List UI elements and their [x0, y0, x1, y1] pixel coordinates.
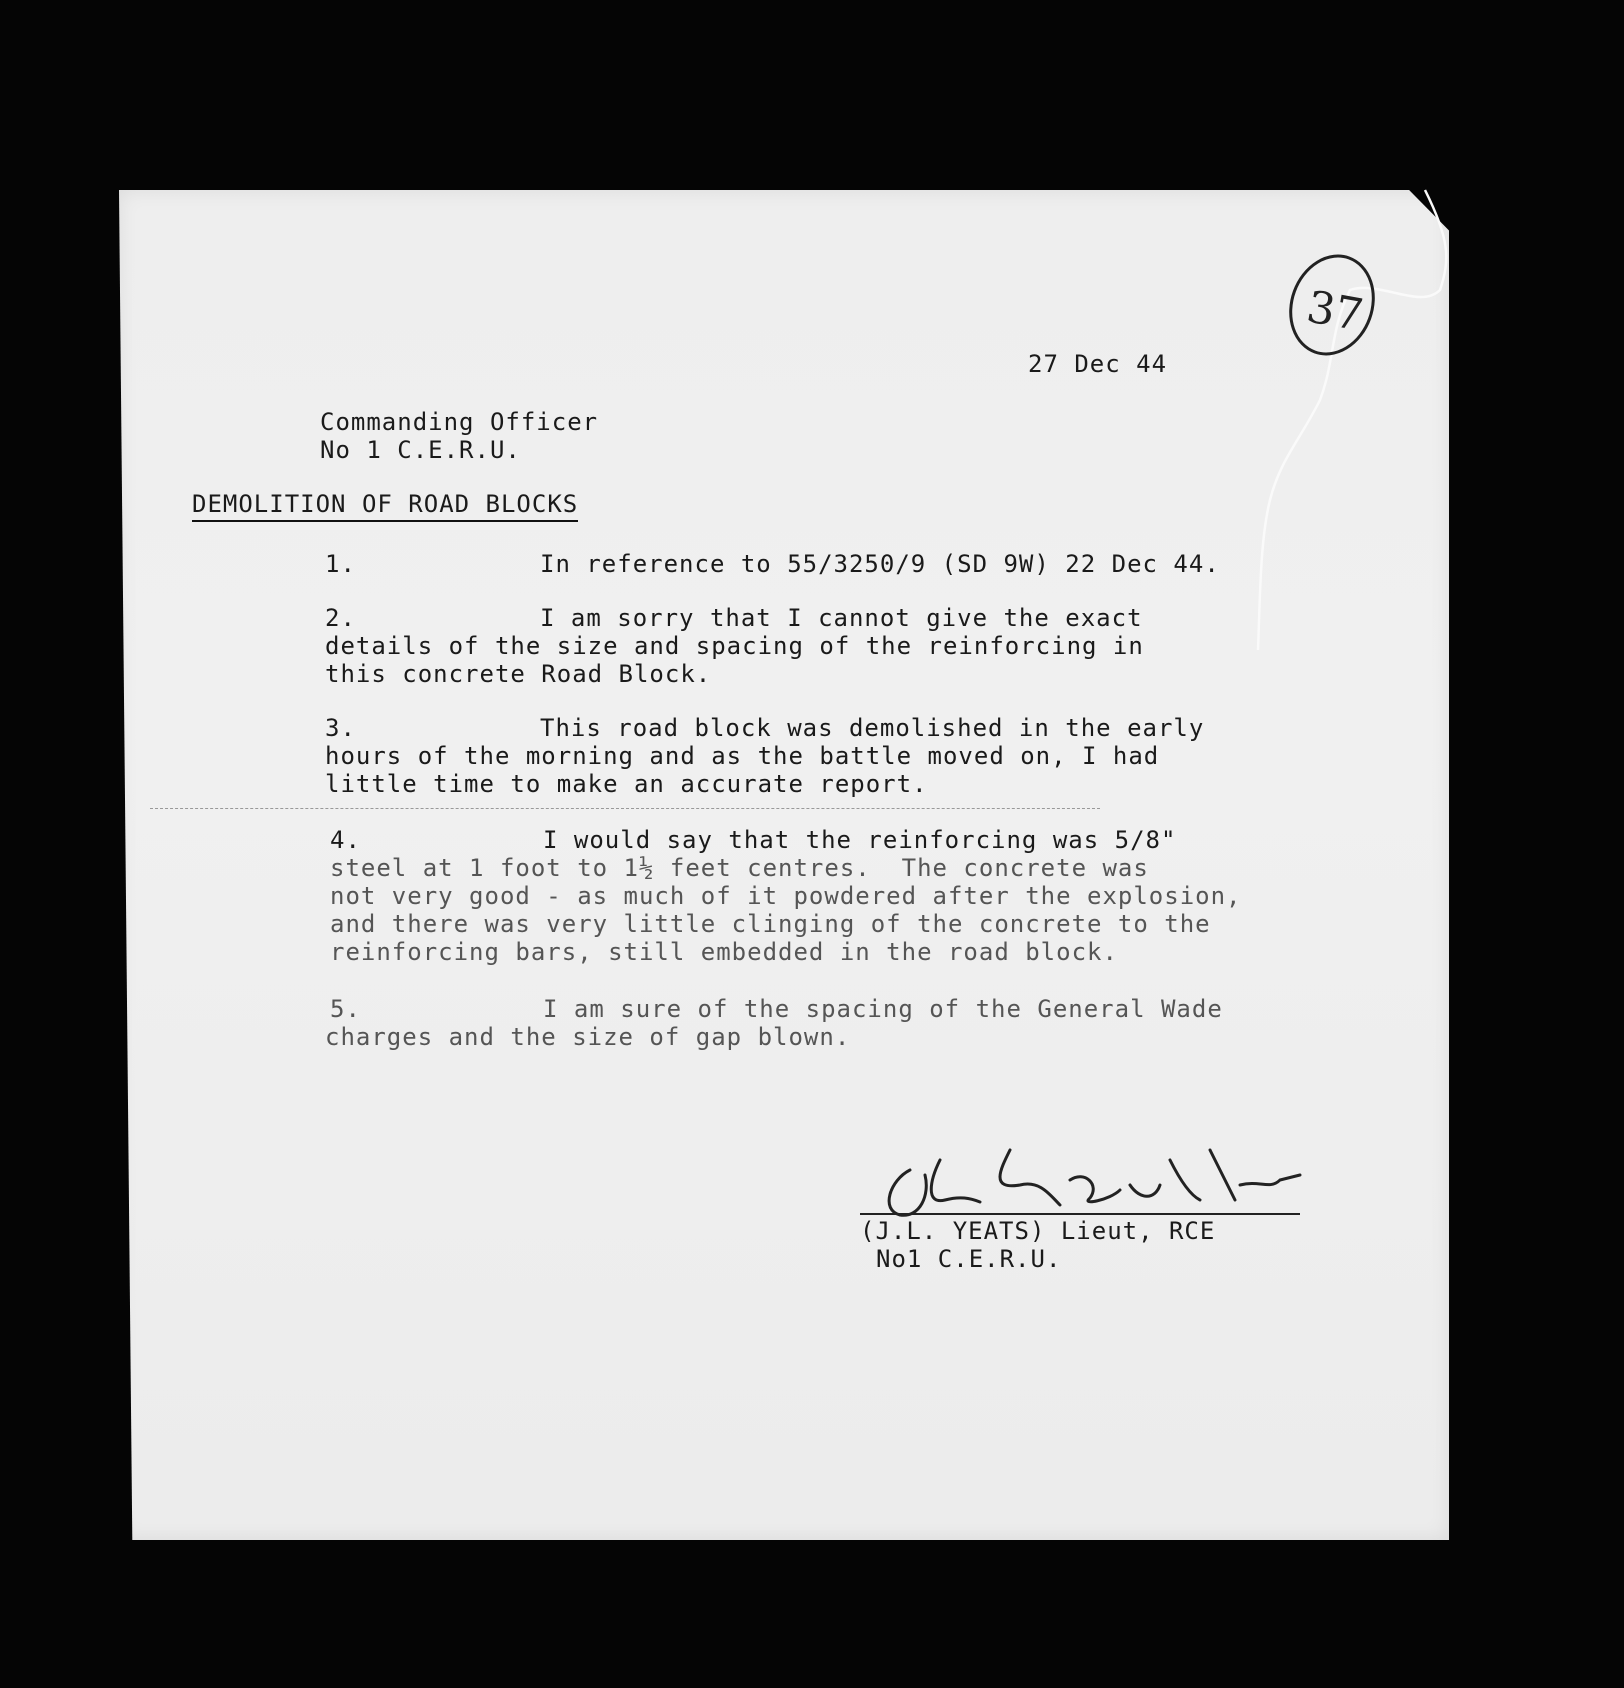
paragraph-3-line-1: This road block was demolished in the early [540, 714, 1205, 742]
signatory-name: (J.L. YEATS) Lieut, RCE [860, 1217, 1216, 1245]
paragraph-4-line-5: reinforcing bars, still embedded in the road block. [330, 938, 1118, 966]
paragraph-4-line-3: not very good - as much of it powdered after the explosion, [330, 882, 1242, 910]
subject-heading: DEMOLITION OF ROAD BLOCKS [192, 490, 578, 522]
signature-line [860, 1213, 1300, 1215]
paragraph-4-line-4: and there was very little clinging of the concrete to the [330, 910, 1211, 938]
paragraph-2-line-2: details of the size and spacing of the reinforcing in [325, 632, 1144, 660]
addressee-line-1: Commanding Officer [320, 408, 599, 436]
paragraph-3-line-3: little time to make an accurate report. [325, 770, 928, 798]
folio-number: 37 [1302, 281, 1367, 342]
paragraph-5-number: 5. [330, 995, 361, 1023]
paragraph-4-number: 4. [330, 826, 361, 854]
folio-circle [1280, 250, 1390, 360]
paragraph-4-line-1: I would say that the reinforcing was 5/8" [543, 826, 1177, 854]
addressee-line-2: No 1 C.E.R.U. [320, 436, 521, 464]
paragraph-2-line-3: this concrete Road Block. [325, 660, 712, 688]
paragraph-2-line-1: I am sorry that I cannot give the exact [540, 604, 1143, 632]
signatory-unit: No1 C.E.R.U. [876, 1245, 1062, 1273]
paragraph-5-line-1: I am sure of the spacing of the General Wade [543, 995, 1223, 1023]
paragraph-3-line-2: hours of the morning and as the battle moved on, I had [325, 742, 1160, 770]
paragraph-4-line-2: steel at 1 foot to 1½ feet centres. The concrete was [330, 854, 1149, 882]
paragraph-1-number: 1. [325, 550, 356, 578]
document-date: 27 Dec 44 [1028, 350, 1168, 378]
paragraph-3-number: 3. [325, 714, 356, 742]
fold-crease [150, 808, 1100, 809]
paragraph-1-line-1: In reference to 55/3250/9 (SD 9W) 22 Dec 44. [540, 550, 1220, 578]
paragraph-2-number: 2. [325, 604, 356, 632]
paragraph-5-line-2: charges and the size of gap blown. [325, 1023, 851, 1051]
